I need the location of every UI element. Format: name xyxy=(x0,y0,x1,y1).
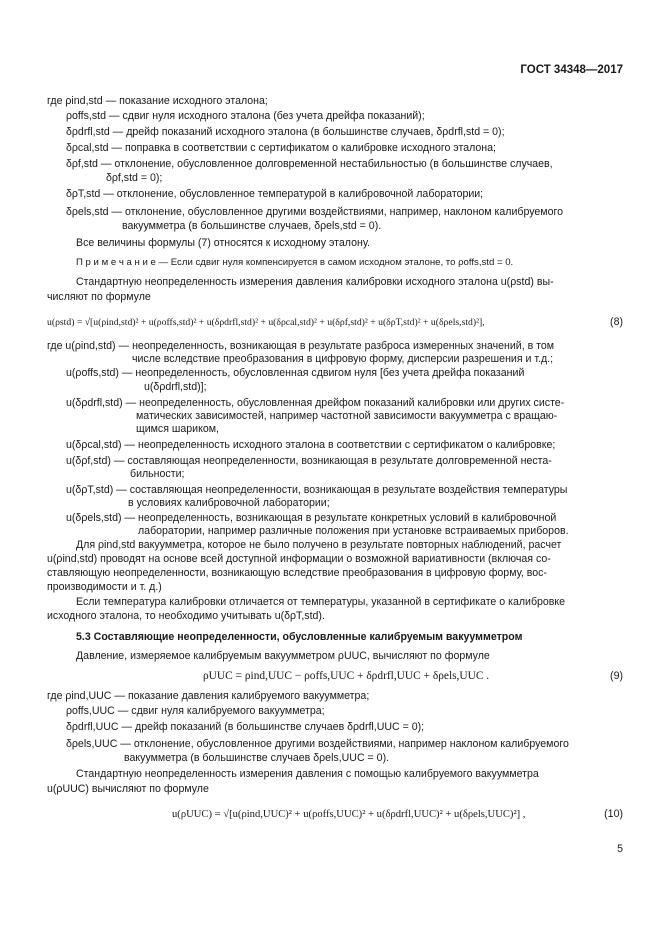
definition-line: где ρind,UUC — показание давления калибруемого вакуумметра; xyxy=(47,690,370,702)
paragraph-line: Стандартную неопределенность измерения давления с помощью калибруемого вакуумметра xyxy=(76,768,539,780)
definition-line: u(δρdrfl,std)]; xyxy=(144,381,207,393)
definition-line: δρT,std — отклонение, обусловленное температурой в калибровочной лаборатории; xyxy=(66,188,484,200)
definition-line: в условиях калибровочной лаборатории; xyxy=(128,497,330,509)
definition-line: u(δρels,std) — неопределенность, возникающая в результате конкретных условий в калибровочной xyxy=(66,512,557,524)
definition-line: ρoffs,std — сдвиг нуля исходного эталона (без учета дрейфа показаний); xyxy=(66,110,425,122)
formula-9: ρUUC = ρind,UUC − ρoffs,UUC + δρdrfl,UUC + δρels,UUC . xyxy=(203,670,490,682)
paragraph-line: u(ρUUC) вычисляют по формуле xyxy=(47,783,209,795)
paragraph-line: числяют по формуле xyxy=(47,291,151,303)
note: П р и м е ч а н и е — Если сдвиг нуля компенсируется в самом исходном эталоне, то ρoffs,std = 0. xyxy=(76,257,514,268)
definition-line: u(ρoffs,std) — неопределенность, обусловленная сдвигом нуля [без учета дрейфа показаний xyxy=(66,367,525,379)
definition-line: вакуумметра (в большинстве случаев, δρels,std = 0). xyxy=(122,220,382,232)
document-code-header: ГОСТ 34348—2017 xyxy=(520,64,623,76)
section-heading: 5.3 Составляющие неопределенности, обусловленные калибруемым вакуумметром xyxy=(76,631,523,643)
definition-line: δρdrfl,std — дрейф показаний исходного эталона (в большинстве случаев, δρdrfl,std = 0); xyxy=(66,126,505,138)
definition-line: лаборатории, например различные положения при установке встраиваемых приборов. xyxy=(138,525,569,537)
paragraph-line: Стандартную неопределенность измерения давления калибровки исходного эталона u(ρstd) вы- xyxy=(76,276,554,288)
definition-line: δρels,std — отклонение, обусловленное другими воздействиями, например, наклоном калибруемого xyxy=(66,206,564,218)
definition-line: числе вследствие преобразования в цифровую форму, дисперсии разрешения и т.д.; xyxy=(132,353,554,365)
definition-line: где u(ρind,std) — неопределенность, возникающая в результате разброса измеренных значений, в том xyxy=(47,340,555,352)
formula-9-number: (9) xyxy=(610,670,623,682)
formula-8: u(ρstd) = √[u(ρind,std)² + u(ρoffs,std)² + u(δρdrfl,std)² + u(δρcal,std)² + u(δρf,std)² + u(δρT,std)² + u(δρels,std)²], xyxy=(47,317,485,328)
page-number: 5 xyxy=(617,843,623,855)
paragraph-line: Все величины формулы (7) относятся к исходному эталону. xyxy=(76,237,370,249)
definition-line: щимся шариком, xyxy=(136,423,219,435)
paragraph-line: Для ρind,std вакуумметра, которое не было получено в результате повторных наблюдений, расчет xyxy=(76,539,562,551)
paragraph-line: исходного эталона, то необходимо учитывать u(δρT,std). xyxy=(47,610,325,622)
definition-line: δρdrfl,UUC — дрейф показаний (в большинстве случаев δρdrfl,UUC = 0); xyxy=(66,721,425,733)
formula-8-number: (8) xyxy=(610,316,623,328)
definition-line: ρoffs,UUC — сдвиг нуля калибруемого вакуумметра; xyxy=(66,705,325,717)
formula-10-number: (10) xyxy=(604,808,623,820)
definition-line: δρf,std = 0); xyxy=(106,172,163,184)
formula-10: u(ρUUC) = √[u(ρind,UUC)² + u(ρoffs,UUC)² + u(δρdrfl,UUC)² + u(δρels,UUC)²] , xyxy=(172,809,526,820)
definition-line: u(δρdrfl,std) — неопределенность, обусловленная дрейфом показаний калибровки или других систе- xyxy=(66,397,565,409)
definition-line: u(δρT,std) — составляющая неопределенности, возникающая в результате воздействия температуры xyxy=(66,484,568,496)
paragraph-line: Если температура калибровки отличается от температуры, указанной в сертификате о калибровке xyxy=(76,596,566,608)
definition-line: где ρind,std — показание исходного эталона; xyxy=(47,95,268,107)
paragraph-line: u(ρind,std) проводят на основе всей доступной информации о возможной вариативности (включая со- xyxy=(47,553,551,565)
definition-line: δρels,UUC — отклонение, обусловленное другими воздействиями, например наклоном калибруемого xyxy=(66,738,569,750)
definition-line: δρcal,std — поправка в соответствии с сертификатом о калибровке исходного эталона; xyxy=(66,142,496,154)
definition-line: вакуумметра (в большинстве случаев δρels,UUC = 0). xyxy=(124,752,390,764)
definition-line: u(δρcal,std) — неопределенность исходного эталона в соответствии с сертификатом о калибровке; xyxy=(66,439,556,451)
definition-line: δρf,std — отклонение, обусловленное долговременной нестабильностью (в большинстве случаев, xyxy=(66,158,553,170)
paragraph-line: ставляющую неопределенности, возникающую вследствие преобразования в цифровую форму, вос- xyxy=(47,567,547,579)
definition-line: матических зависимостей, например частотной зависимости вакуумметра с вращаю- xyxy=(136,410,558,422)
definition-line: бильности; xyxy=(130,468,185,480)
paragraph-line: производимости и т. д.) xyxy=(47,581,162,593)
definition-line: u(δρf,std) — составляющая неопределенности, возникающая в результате долговременной неста- xyxy=(66,455,552,467)
paragraph-line: Давление, измеряемое калибруемым вакуумметром ρUUC, вычисляют по формуле xyxy=(76,650,490,662)
